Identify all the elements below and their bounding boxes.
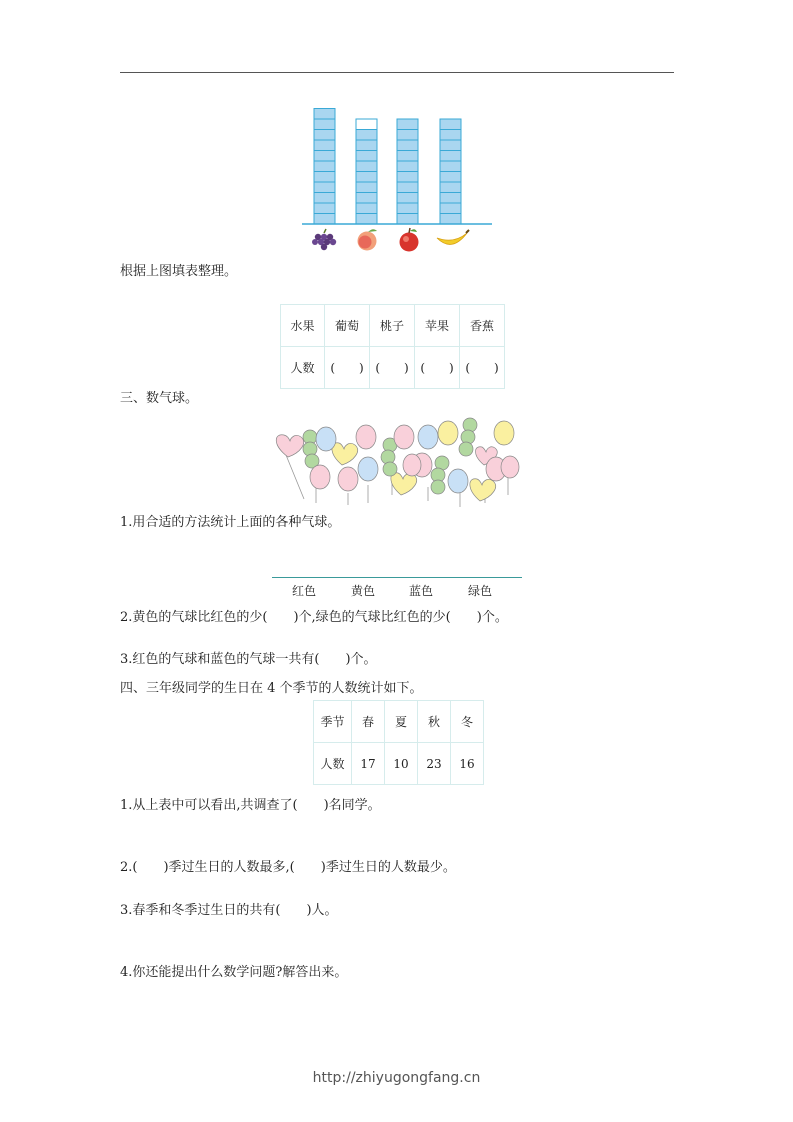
green-balloon xyxy=(383,462,397,476)
green-balloon xyxy=(381,450,395,464)
yellow-balloon xyxy=(494,421,514,445)
bar-cell xyxy=(397,140,418,151)
color-label-green: 绿色 xyxy=(468,584,493,598)
question-3-2: 2.黄色的气球比红色的少( )个,绿色的气球比红色的少( )个。 xyxy=(120,610,508,625)
bar-cell xyxy=(314,214,335,225)
bar-column-4 xyxy=(440,119,461,224)
peach-icon xyxy=(358,229,378,250)
question-4-1: 1.从上表中可以看出,共调查了( )名同学。 xyxy=(120,798,381,813)
bar-column-3 xyxy=(397,119,418,224)
bar-cell xyxy=(440,203,461,214)
question-3-3: 3.红色的气球和蓝色的气球一共有( )个。 xyxy=(120,652,377,667)
table-cell: 春 xyxy=(352,701,385,743)
bar-cell xyxy=(356,140,377,151)
bar-cell xyxy=(314,151,335,162)
table-cell: 桃子 xyxy=(370,305,415,347)
balloon-group xyxy=(276,418,519,501)
heart-balloon xyxy=(470,479,496,501)
table-cell: 夏 xyxy=(385,701,418,743)
balloons-illustration xyxy=(270,415,525,507)
green-balloon xyxy=(431,480,445,494)
question-4-3: 3.春季和冬季过生日的共有( )人。 xyxy=(120,903,338,918)
table-cell: 人数 xyxy=(314,743,352,785)
bar-cell xyxy=(314,193,335,204)
bar-cell xyxy=(440,214,461,225)
answer-blank[interactable]: ( ) xyxy=(460,347,505,389)
color-label-blue: 蓝色 xyxy=(409,584,434,598)
heart-balloon xyxy=(276,435,303,457)
footer-url[interactable]: http://zhiyugongfang.cn xyxy=(312,1070,481,1086)
banana-icon xyxy=(437,230,469,244)
table-cell: 16 xyxy=(451,743,484,785)
table-cell: 季节 xyxy=(314,701,352,743)
bar-cell xyxy=(314,140,335,151)
table-cell: 葡萄 xyxy=(325,305,370,347)
bar-cell xyxy=(314,119,335,130)
bar-cell xyxy=(440,182,461,193)
table-cell: 秋 xyxy=(418,701,451,743)
question-4-2: 2.( )季过生日的人数最多,( )季过生日的人数最少。 xyxy=(120,860,456,875)
yellow-balloon xyxy=(438,421,458,445)
bar-cell xyxy=(314,109,335,120)
balloon-color-tally-row xyxy=(272,577,522,600)
table-cell: 苹果 xyxy=(415,305,460,347)
bar-cell xyxy=(440,119,461,130)
table-cell: 人数 xyxy=(281,347,325,389)
bar-cell xyxy=(440,172,461,183)
bar-cell xyxy=(397,151,418,162)
bar-cell xyxy=(356,172,377,183)
blue-balloon xyxy=(316,427,336,451)
table-cell: 水果 xyxy=(281,305,325,347)
fruit-count-table xyxy=(280,304,505,389)
fruit-bar-chart xyxy=(298,98,498,260)
bar-cell xyxy=(356,161,377,172)
bar-cell xyxy=(356,119,377,130)
bar-cell xyxy=(356,203,377,214)
section-4-title: 四、三年级同学的生日在 4 个季节的人数统计如下。 xyxy=(120,681,423,696)
red-balloon xyxy=(356,425,376,449)
top-rule xyxy=(120,72,674,73)
table-cell: 23 xyxy=(418,743,451,785)
table-row xyxy=(314,743,484,785)
bar-cell xyxy=(314,182,335,193)
red-balloon xyxy=(501,456,519,478)
bar-cell xyxy=(397,203,418,214)
section-3-title: 三、数气球。 xyxy=(120,391,199,406)
bar-cell xyxy=(440,193,461,204)
bar-cell xyxy=(440,161,461,172)
red-balloon xyxy=(338,467,358,491)
bar-cell xyxy=(314,161,335,172)
bar-cell xyxy=(397,214,418,225)
bar-cell xyxy=(397,119,418,130)
blue-balloon xyxy=(448,469,468,493)
table-header-row xyxy=(314,701,484,743)
heart-balloon xyxy=(332,443,358,465)
bar-cell xyxy=(314,203,335,214)
bar-cell xyxy=(356,193,377,204)
color-label-red: 红色 xyxy=(292,584,317,598)
table-header-row xyxy=(281,305,505,347)
table-instruction: 根据上图填表整理。 xyxy=(120,264,238,279)
season-birthday-table xyxy=(313,700,484,785)
bar-cell xyxy=(440,151,461,162)
bar-cell xyxy=(356,151,377,162)
bar-cell xyxy=(397,161,418,172)
red-balloon xyxy=(403,454,421,476)
bar-cell xyxy=(356,214,377,225)
answer-blank[interactable]: ( ) xyxy=(325,347,370,389)
bar-cell xyxy=(356,182,377,193)
blue-balloon xyxy=(418,425,438,449)
grapes-icon xyxy=(312,229,336,250)
color-label-yellow: 黄色 xyxy=(351,584,376,598)
bar-cell xyxy=(397,193,418,204)
bar-cell xyxy=(397,182,418,193)
bar-cell xyxy=(397,172,418,183)
table-cell: 香蕉 xyxy=(460,305,505,347)
bar-cell xyxy=(356,130,377,141)
bar-cell xyxy=(440,140,461,151)
bar-column-1 xyxy=(314,109,335,225)
question-4-4: 4.你还能提出什么数学问题?解答出来。 xyxy=(120,965,348,980)
green-balloon xyxy=(463,418,477,432)
red-balloon xyxy=(394,425,414,449)
table-cell: 10 xyxy=(385,743,418,785)
bar-cell xyxy=(397,130,418,141)
table-cell: 冬 xyxy=(451,701,484,743)
bar-cell xyxy=(440,130,461,141)
green-balloon xyxy=(459,442,473,456)
bar-column-2 xyxy=(356,119,377,224)
apple-icon xyxy=(400,228,419,252)
blue-balloon xyxy=(358,457,378,481)
bar-cell xyxy=(314,130,335,141)
red-balloon xyxy=(310,465,330,489)
table-cell: 17 xyxy=(352,743,385,785)
answer-blank[interactable]: ( ) xyxy=(415,347,460,389)
green-balloon xyxy=(461,430,475,444)
table-row xyxy=(281,347,505,389)
bar-cell xyxy=(314,172,335,183)
green-balloon xyxy=(303,442,317,456)
answer-blank[interactable]: ( ) xyxy=(370,347,415,389)
question-3-1: 1.用合适的方法统计上面的各种气球。 xyxy=(120,515,341,530)
